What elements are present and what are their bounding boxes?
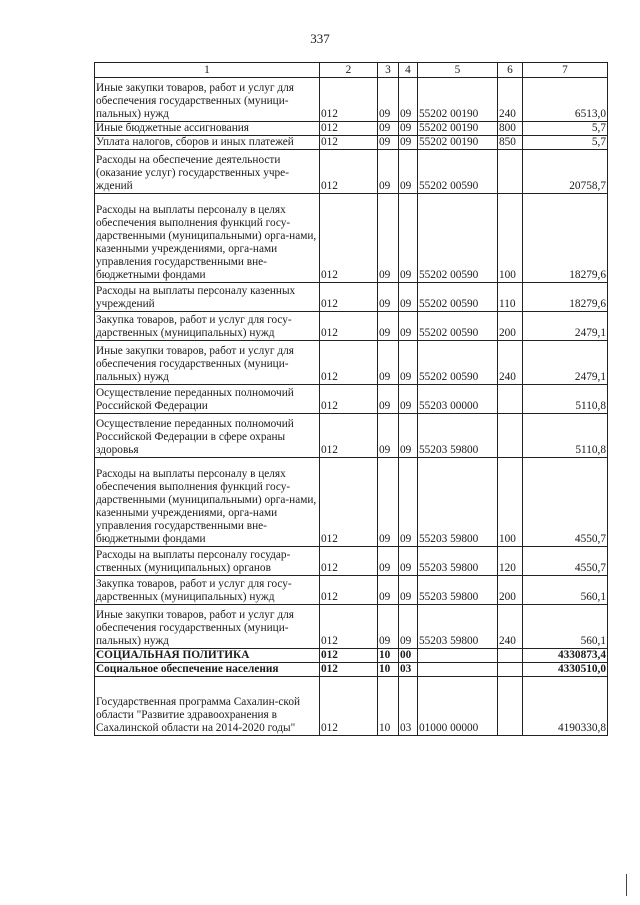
target-article-cell: 55202 00190 [418,78,498,122]
section-cell: 09 [378,283,399,312]
code-cell: 012 [320,283,378,312]
amount-cell: 5110,8 [523,385,608,414]
expense-type-cell: 240 [498,341,523,385]
amount-cell: 5,7 [523,122,608,136]
section-cell: 10 [378,649,399,663]
column-header: 3 [378,63,399,78]
section-cell: 09 [378,547,399,576]
row-name-cell: СОЦИАЛЬНАЯ ПОЛИТИКА [95,649,320,663]
target-article-cell: 55202 00590 [418,341,498,385]
row-name-cell: Закупка товаров, работ и услуг для госу-дарственных (муниципальных) нужд [95,576,320,605]
code-cell: 012 [320,605,378,649]
subsection-cell: 09 [399,458,418,547]
table-row [95,649,608,663]
subsection-cell: 00 [399,649,418,663]
table-row [95,677,608,736]
subsection-cell: 09 [399,150,418,194]
table-row [95,547,608,576]
table-row [95,283,608,312]
code-cell: 012 [320,194,378,283]
row-name-cell: Иные закупки товаров, работ и услуг для обеспечения государственных (муници-пальных) нужд [95,605,320,649]
code-cell: 012 [320,150,378,194]
code-cell: 012 [320,312,378,341]
subsection-cell: 09 [399,194,418,283]
code-cell: 012 [320,136,378,150]
expense-type-cell [498,414,523,458]
amount-cell: 2479,1 [523,312,608,341]
row-name-cell: Осуществление переданных полномочий Российской Федерации [95,385,320,414]
amount-cell: 18279,6 [523,283,608,312]
row-name-cell: Закупка товаров, работ и услуг для госу-дарственных (муниципальных) нужд [95,312,320,341]
table-row [95,312,608,341]
section-cell: 09 [378,605,399,649]
expense-type-cell [498,385,523,414]
column-header: 7 [523,63,608,78]
row-name-cell: Расходы на выплаты персоналу в целях обеспечения выполнения функций госу-дарственными (муниципальными) орга-нами, казенными учреждениями, орга-нами управления государственными вне-бюджетными фондами [95,458,320,547]
target-article-cell: 55202 00190 [418,136,498,150]
expense-type-cell [498,649,523,663]
expense-type-cell: 120 [498,547,523,576]
table-header-row [95,63,608,78]
target-article-cell: 55202 00590 [418,194,498,283]
subsection-cell: 09 [399,78,418,122]
table-row [95,78,608,122]
table-row [95,341,608,385]
section-cell: 09 [378,576,399,605]
subsection-cell: 09 [399,605,418,649]
section-cell: 09 [378,122,399,136]
page-number: 337 [310,31,330,46]
amount-cell: 6513,0 [523,78,608,122]
code-cell: 012 [320,677,378,736]
expense-type-cell [498,663,523,677]
section-cell: 10 [378,677,399,736]
amount-cell: 4330510,0 [523,663,608,677]
row-name-cell: Государственная программа Сахалин-ской области "Развитие здравоохранения в Сахалинской области на 2014-2020 годы" [95,677,320,736]
expense-type-cell: 240 [498,605,523,649]
row-name-cell: Социальное обеспечение населения [95,663,320,677]
target-article-cell: 55203 59800 [418,605,498,649]
table-row [95,136,608,150]
code-cell: 012 [320,78,378,122]
target-article-cell [418,649,498,663]
row-name-cell: Расходы на обеспечение деятельности (оказание услуг) государственных учре-ждений [95,150,320,194]
amount-cell: 560,1 [523,576,608,605]
column-header: 1 [95,63,320,78]
subsection-cell: 09 [399,312,418,341]
column-header: 4 [399,63,418,78]
expense-type-cell: 200 [498,576,523,605]
column-header: 2 [320,63,378,78]
target-article-cell: 55202 00190 [418,122,498,136]
amount-cell: 2479,1 [523,341,608,385]
expense-type-cell: 850 [498,136,523,150]
subsection-cell: 09 [399,341,418,385]
expense-type-cell: 800 [498,122,523,136]
subsection-cell: 09 [399,414,418,458]
table-row [95,605,608,649]
subsection-cell: 09 [399,576,418,605]
code-cell: 012 [320,649,378,663]
table-row [95,385,608,414]
target-article-cell: 55203 59800 [418,414,498,458]
amount-cell: 5110,8 [523,414,608,458]
amount-cell: 560,1 [523,605,608,649]
target-article-cell: 55202 00590 [418,150,498,194]
code-cell: 012 [320,576,378,605]
row-name-cell: Уплата налогов, сборов и иных платежей [95,136,320,150]
code-cell: 012 [320,547,378,576]
table-row [95,122,608,136]
section-cell: 09 [378,194,399,283]
expense-type-cell: 100 [498,194,523,283]
section-cell: 09 [378,458,399,547]
code-cell: 012 [320,122,378,136]
expense-type-cell [498,677,523,736]
expense-type-cell: 110 [498,283,523,312]
section-cell: 09 [378,312,399,341]
table-row [95,414,608,458]
code-cell: 012 [320,341,378,385]
code-cell: 012 [320,385,378,414]
target-article-cell: 55202 00590 [418,283,498,312]
section-cell: 09 [378,78,399,122]
row-name-cell: Расходы на выплаты персоналу государ-ственных (муниципальных) органов [95,547,320,576]
amount-cell: 4550,7 [523,458,608,547]
amount-cell: 5,7 [523,136,608,150]
subsection-cell: 09 [399,122,418,136]
row-name-cell: Иные закупки товаров, работ и услуг для обеспечения государственных (муници-пальных) нужд [95,341,320,385]
section-cell: 09 [378,150,399,194]
subsection-cell: 09 [399,547,418,576]
row-name-cell: Иные закупки товаров, работ и услуг для обеспечения государственных (муници-пальных) нужд [95,78,320,122]
target-article-cell: 01000 00000 [418,677,498,736]
expense-type-cell: 100 [498,458,523,547]
column-header: 5 [418,63,498,78]
subsection-cell: 09 [399,385,418,414]
expense-type-cell: 240 [498,78,523,122]
section-cell: 09 [378,341,399,385]
row-name-cell: Расходы на выплаты персоналу казенных учреждений [95,283,320,312]
expense-type-cell [498,150,523,194]
row-name-cell: Расходы на выплаты персоналу в целях обеспечения выполнения функций госу-дарственными (муниципальными) орга-нами, казенными учреждениями, орга-нами управления государственными вне-бюджетными фондами [95,194,320,283]
subsection-cell: 03 [399,677,418,736]
target-article-cell [418,663,498,677]
target-article-cell: 55203 59800 [418,547,498,576]
table-row [95,576,608,605]
table-row [95,150,608,194]
subsection-cell: 09 [399,283,418,312]
amount-cell: 18279,6 [523,194,608,283]
amount-cell: 4550,7 [523,547,608,576]
budget-table [94,62,608,736]
section-cell: 09 [378,414,399,458]
subsection-cell: 03 [399,663,418,677]
table-row [95,194,608,283]
amount-cell: 4330873,4 [523,649,608,663]
section-cell: 09 [378,385,399,414]
margin-mark [626,874,627,896]
code-cell: 012 [320,414,378,458]
amount-cell: 4190330,8 [523,677,608,736]
amount-cell: 20758,7 [523,150,608,194]
subsection-cell: 09 [399,136,418,150]
table-row [95,663,608,677]
code-cell: 012 [320,458,378,547]
column-header: 6 [498,63,523,78]
table-row [95,458,608,547]
row-name-cell: Иные бюджетные ассигнования [95,122,320,136]
section-cell: 09 [378,136,399,150]
target-article-cell: 55203 59800 [418,458,498,547]
target-article-cell: 55202 00590 [418,312,498,341]
code-cell: 012 [320,663,378,677]
row-name-cell: Осуществление переданных полномочий Российской Федерации в сфере охраны здоровья [95,414,320,458]
section-cell: 10 [378,663,399,677]
target-article-cell: 55203 00000 [418,385,498,414]
expense-type-cell: 200 [498,312,523,341]
target-article-cell: 55203 59800 [418,576,498,605]
